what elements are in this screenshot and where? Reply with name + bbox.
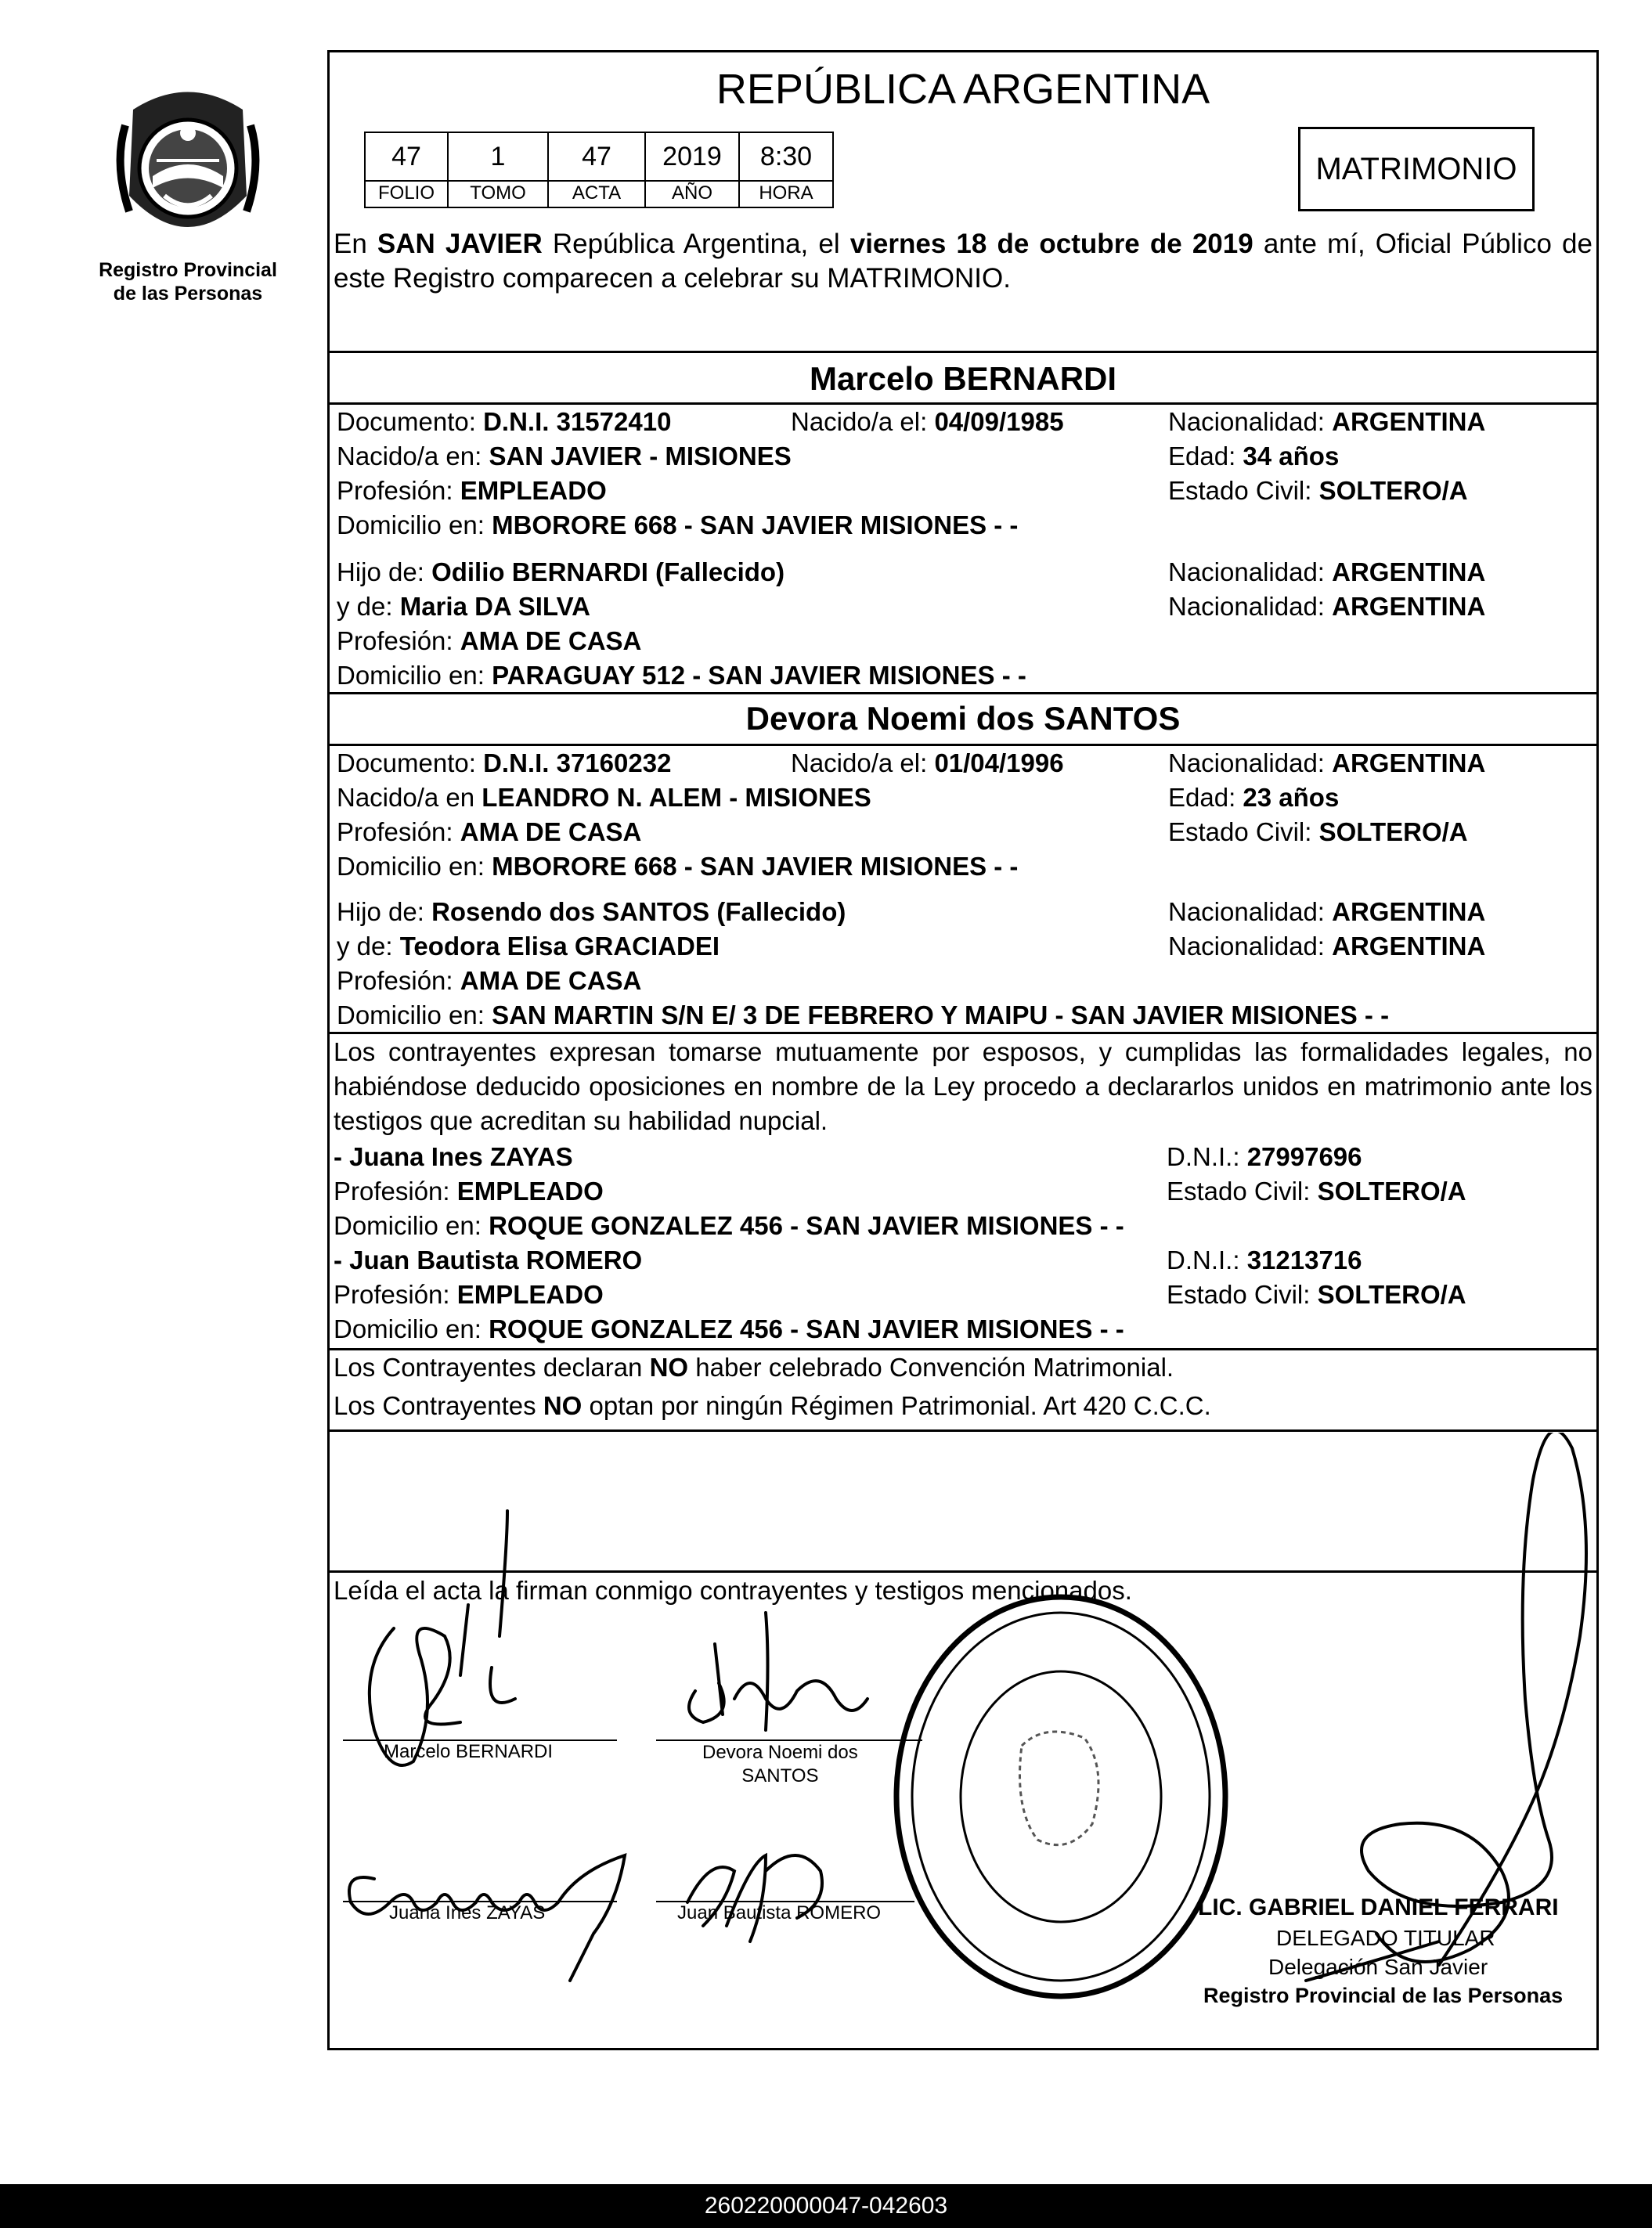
label: y de: <box>337 592 400 621</box>
value: D.N.I. 31572410 <box>483 407 672 436</box>
spouse2-address <box>337 851 1018 882</box>
spouse1-name: Marcelo BERNARDI <box>809 360 1117 397</box>
acta-box <box>547 132 646 208</box>
divider <box>327 1429 1599 1432</box>
label: Profesión: <box>337 476 460 505</box>
text: Los Contrayentes <box>334 1391 543 1420</box>
official-signature <box>1362 1433 1586 1965</box>
spouse2-age <box>1168 782 1339 813</box>
label: Hijo de: <box>337 557 432 586</box>
official-registry: Registro Provincial de las Personas <box>1203 1984 1564 2007</box>
value: Rosendo dos SANTOS (Fallecido) <box>431 897 846 926</box>
spouse1-birthplace <box>337 441 792 472</box>
value: AMA DE CASA <box>460 626 642 655</box>
divider <box>327 692 1599 694</box>
spouse2-parent-address <box>337 1000 1389 1031</box>
intro-text-2: República Argentina, el <box>542 229 850 259</box>
text: Los Contrayentes declaran <box>334 1353 650 1382</box>
label: Nacionalidad: <box>1168 897 1333 926</box>
value: 31213716 <box>1246 1246 1362 1274</box>
spouse1-document <box>337 406 671 438</box>
label: Nacionalidad: <box>1168 748 1333 777</box>
spouse2-mother <box>337 931 720 962</box>
witness1-dni <box>1167 1141 1362 1173</box>
spouse2-birthplace <box>337 782 871 813</box>
value: EMPLEADO <box>456 1177 604 1206</box>
label: Nacido/a el: <box>791 748 935 777</box>
value: SAN JAVIER - MISIONES <box>489 442 792 470</box>
spouse2-father-nationality <box>1168 896 1485 928</box>
label: Documento: <box>337 748 484 777</box>
witness2-profession <box>334 1279 604 1310</box>
label: Edad: <box>1168 783 1243 812</box>
folio-label: FOLIO <box>377 182 435 204</box>
label: Nacionalidad: <box>1168 592 1333 621</box>
spouse1-address <box>337 510 1018 541</box>
convention-line-1 <box>334 1352 1174 1383</box>
spouse2-mother-nationality <box>1168 931 1485 962</box>
year-box <box>644 132 740 208</box>
spouse2-signature <box>689 1613 867 1730</box>
page-title: REPÚBLICA ARGENTINA <box>716 66 1210 113</box>
label: Documento: <box>337 407 484 436</box>
hour-value: 8:30 <box>740 133 832 182</box>
label: Estado Civil: <box>1167 1280 1318 1309</box>
spouse1-nationality <box>1168 406 1485 438</box>
label: Estado Civil: <box>1168 817 1319 846</box>
spouse2-nationality <box>1168 748 1485 779</box>
value: Maria DA SILVA <box>399 592 590 621</box>
divider <box>327 744 1599 746</box>
label: D.N.I.: <box>1167 1142 1247 1171</box>
label: Edad: <box>1168 442 1243 470</box>
witness1-name <box>334 1141 573 1173</box>
witness1-address <box>334 1210 1124 1242</box>
label: D.N.I.: <box>1167 1246 1247 1274</box>
tomo-label: TOMO <box>470 182 526 204</box>
label: Estado Civil: <box>1168 476 1319 505</box>
value: LEANDRO N. ALEM - MISIONES <box>482 783 871 812</box>
value: D.N.I. 37160232 <box>483 748 672 777</box>
value: 04/09/1985 <box>934 407 1064 436</box>
value: 27997696 <box>1246 1142 1362 1171</box>
declaration-paragraph: Los contrayentes expresan tomarse mutuamente por esposos, y cumplidas las formalidades legales, no habiéndose deducido oposiciones en nombre de la Ley procedo a declararlos unidos en matrimonio ante los testigos que acreditan su habilidad nupcial. <box>334 1037 1592 1135</box>
witness1-signature <box>349 1855 625 1981</box>
spouse1-civil-status <box>1168 475 1468 507</box>
divider <box>327 1032 1599 1034</box>
witness2-signature <box>687 1855 822 1941</box>
year-value: 2019 <box>646 133 738 182</box>
year-label: AÑO <box>671 182 712 204</box>
intro-text-1: En <box>334 229 377 259</box>
text-bold: NO <box>649 1353 689 1382</box>
text: haber celebrado Convención Matrimonial. <box>688 1353 1174 1382</box>
folio-value: 47 <box>366 133 447 182</box>
spouse2-document <box>337 748 671 779</box>
spouse2-signature-name-line1: Devora Noemi dos <box>702 1742 858 1763</box>
value: EMPLEADO <box>460 476 607 505</box>
spouse1-signature-name: Marcelo BERNARDI <box>384 1741 554 1762</box>
witness2-dni <box>1167 1245 1362 1276</box>
label: Profesión: <box>337 966 460 995</box>
value: 34 años <box>1243 442 1340 470</box>
label: Nacionalidad: <box>1168 932 1333 961</box>
value: SOLTERO/A <box>1317 1280 1466 1309</box>
value: ROQUE GONZALEZ 456 - SAN JAVIER MISIONES - - <box>489 1314 1124 1343</box>
witness1-civil-status <box>1167 1176 1466 1207</box>
value: MBORORE 668 - SAN JAVIER MISIONES - - <box>492 852 1019 881</box>
tomo-box <box>447 132 549 208</box>
text-bold: NO <box>543 1391 583 1420</box>
tomo-value: 1 <box>449 133 547 182</box>
spouse2-parent-profession <box>337 965 641 997</box>
official-stamp <box>889 1589 1233 2004</box>
value: ARGENTINA <box>1332 748 1486 777</box>
spouse1-mother-nationality <box>1168 591 1485 622</box>
acta-label: ACTA <box>572 182 622 204</box>
spouse1-profession <box>337 475 607 507</box>
spouse1-birthdate <box>791 406 1064 438</box>
witness1-signature-name: Juana Ines ZAYAS <box>389 1902 546 1923</box>
official-title: DELEGADO TITULAR <box>1276 1926 1495 1950</box>
spouse2-birthdate <box>791 748 1064 779</box>
label: Nacido/a el: <box>791 407 935 436</box>
value: 23 años <box>1243 783 1340 812</box>
spouse2-signature-name-line2: SANTOS <box>741 1765 819 1786</box>
value: ARGENTINA <box>1332 897 1486 926</box>
logo-caption-line2: de las Personas <box>113 283 263 305</box>
acta-value: 47 <box>549 133 644 182</box>
label: y de: <box>337 932 400 961</box>
spouse2-name: Devora Noemi dos SANTOS <box>745 700 1181 737</box>
label: Nacionalidad: <box>1168 557 1333 586</box>
folio-box <box>364 132 449 208</box>
convention-line-2 <box>334 1390 1211 1422</box>
witness2-name <box>334 1245 642 1276</box>
spouse1-mother <box>337 591 590 622</box>
text: optan por ningún Régimen Patrimonial. Art 420 C.C.C. <box>582 1391 1211 1420</box>
label: Nacionalidad: <box>1168 407 1333 436</box>
spouse1-father <box>337 557 785 588</box>
registry-logo <box>110 78 266 251</box>
label: Nacido/a en: <box>337 442 489 470</box>
label: Profesión: <box>334 1280 457 1309</box>
label: Domicilio en: <box>337 510 492 539</box>
value: ARGENTINA <box>1332 932 1486 961</box>
value: Odilio BERNARDI (Fallecido) <box>431 557 785 586</box>
spouse1-signature <box>370 1511 515 1765</box>
value: AMA DE CASA <box>460 817 642 846</box>
logo-caption <box>78 258 298 305</box>
value: - Juana Ines ZAYAS <box>334 1142 573 1171</box>
label: Hijo de: <box>337 897 432 926</box>
label: Domicilio en: <box>334 1314 489 1343</box>
value: 01/04/1996 <box>934 748 1064 777</box>
province-coat-of-arms-icon <box>110 78 266 251</box>
witness2-signature-name: Juan Bautista ROMERO <box>677 1902 882 1923</box>
witness2-address <box>334 1314 1124 1345</box>
value: ARGENTINA <box>1332 592 1486 621</box>
label: Profesión: <box>337 626 460 655</box>
spouse1-age <box>1168 441 1339 472</box>
hour-box <box>738 132 834 208</box>
official-seal-icon <box>889 1589 1233 2004</box>
act-type-box: MATRIMONIO <box>1298 127 1535 211</box>
intro-place: SAN JAVIER <box>377 229 543 259</box>
official-office: Delegación San Javier <box>1268 1955 1488 1979</box>
witness2-civil-status <box>1167 1279 1466 1310</box>
value: SOLTERO/A <box>1318 476 1468 505</box>
value: ARGENTINA <box>1332 407 1486 436</box>
value: ROQUE GONZALEZ 456 - SAN JAVIER MISIONES - - <box>489 1211 1124 1240</box>
value: MBORORE 668 - SAN JAVIER MISIONES - - <box>492 510 1019 539</box>
spouse1-parent-profession <box>337 625 641 657</box>
label: Profesión: <box>334 1177 457 1206</box>
intro-paragraph <box>334 227 1592 296</box>
label: Domicilio en: <box>337 661 492 690</box>
witness1-profession <box>334 1176 604 1207</box>
label: Domicilio en: <box>337 852 492 881</box>
intro-date: viernes 18 de octubre de 2019 <box>849 229 1253 259</box>
label: Profesión: <box>337 817 460 846</box>
value: SAN MARTIN S/N E/ 3 DE FEBRERO Y MAIPU - SAN JAVIER MISIONES - - <box>492 1000 1390 1029</box>
value: Teodora Elisa GRACIADEI <box>399 932 720 961</box>
hour-label: HORA <box>759 182 813 204</box>
spouse2-profession <box>337 817 641 848</box>
official-name: LIC. GABRIEL DANIEL FERRARI <box>1198 1895 1559 1920</box>
spouse2-civil-status <box>1168 817 1468 848</box>
label: Domicilio en: <box>337 1000 492 1029</box>
divider <box>327 1348 1599 1350</box>
divider <box>327 351 1599 353</box>
label: Nacido/a en <box>337 783 482 812</box>
value: PARAGUAY 512 - SAN JAVIER MISIONES - - <box>492 661 1026 690</box>
value: EMPLEADO <box>456 1280 604 1309</box>
divider <box>327 402 1599 405</box>
spouse2-father <box>337 896 846 928</box>
value: SOLTERO/A <box>1318 817 1468 846</box>
label: Estado Civil: <box>1167 1177 1318 1206</box>
spouse1-parent-address <box>337 660 1026 691</box>
value: AMA DE CASA <box>460 966 642 995</box>
intro-text-3: ante mí, Oficial Público de este Registro comparecen a celebrar su MATRIMONIO. <box>334 229 1592 294</box>
value: ARGENTINA <box>1332 557 1486 586</box>
document-code-footer: 260220000047-042603 <box>0 2184 1652 2228</box>
value: - Juan Bautista ROMERO <box>334 1246 643 1274</box>
label: Domicilio en: <box>334 1211 489 1240</box>
value: SOLTERO/A <box>1317 1177 1466 1206</box>
spouse1-father-nationality <box>1168 557 1485 588</box>
logo-caption-line1: Registro Provincial <box>99 259 277 281</box>
signature-intro: Leída el acta la firman conmigo contrayentes y testigos mencionados. <box>334 1576 1132 1605</box>
